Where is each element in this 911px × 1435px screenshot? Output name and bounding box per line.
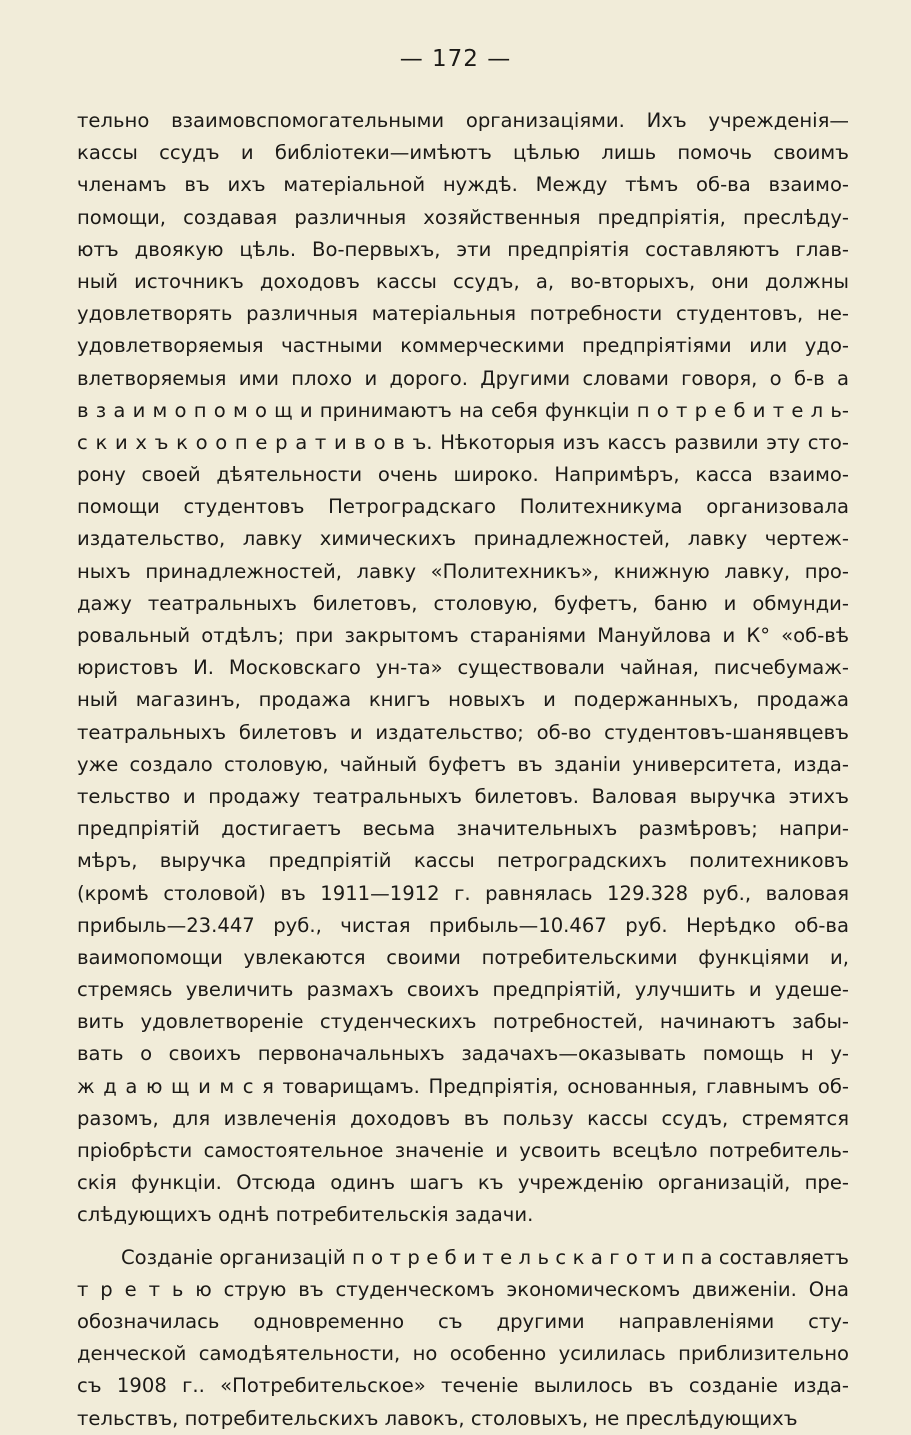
text-line: кассы ссудъ и библіотеки—имѣютъ цѣлью лишь помочь своимъ [77,141,849,165]
text-line: удовлетворять различныя матеріальныя потребности студентовъ, не- [77,302,849,326]
text-line: ютъ двоякую цѣль. Во-первыхъ, эти предпріятія составляютъ глав- [77,237,849,261]
text-line: в з а и м о п о м о щ и принимаютъ на себя функціи п о т р е б и т е л ь- [77,398,849,422]
text-line: съ 1908 г.. «Потребительское» теченіе вылилось въ созданіе изда- [77,1374,849,1398]
text-line: тельствъ, потребительскихъ лавокъ, столовыхъ, не преслѣдующихъ [77,1406,798,1430]
text-line: рону своей дѣятельности очень широко. Напримѣръ, касса взаимо- [77,463,849,487]
text-line: ный источникъ доходовъ кассы ссудъ, а, во-вторыхъ, они должны [77,269,849,293]
text-line: разомъ, для извлеченія доходовъ въ пользу кассы ссудъ, стремятся [77,1106,849,1130]
paragraph-2 [77,1242,849,1435]
text-line: тельно взаимовспомогательными организаціями. Ихъ учрежденія— [77,109,849,132]
text-line: дажу театральныхъ билетовъ, столовую, буфетъ, баню и обмунди- [77,591,849,615]
text-line: членамъ въ ихъ матеріальной нуждѣ. Между тѣмъ об-ва взаимо- [77,173,849,197]
text-line: удовлетворяемыя частными коммерческими предпріятіями или удо- [77,334,849,358]
text-line: юристовъ И. Московскаго ун-та» существовали чайная, писчебумаж- [77,656,849,680]
text-line: стремясь увеличить размахъ своихъ предпріятій, улучшить и удеше- [77,978,849,1002]
text-line: ваимопомощи увлекаются своими потребительскими функціями и, [77,945,849,969]
page-number: — 172 — [399,46,512,72]
text-line: тельство и продажу театральныхъ билетовъ. Валовая выручка этихъ [77,784,849,808]
text-line: с к и х ъ к о о п е р а т и в о в ъ. Нѣкоторыя изъ кассъ развили эту сто- [77,430,849,454]
text-line: вить удовлетвореніе студенческихъ потребностей, начинаютъ забы- [77,1010,849,1034]
text-line: мѣръ, выручка предпріятій кассы петроградскихъ политехниковъ [77,849,849,873]
text-line: т р е т ь ю струю въ студенческомъ экономическомъ движеніи. Она [77,1277,849,1301]
text-line: обозначилась одновременно съ другими направленіями сту- [77,1309,849,1333]
text-line: слѣдующихъ однѣ потребительскія задачи. [77,1203,534,1227]
text-line: прибыль—23.447 руб., чистая прибыль—10.467 руб. Нерѣдко об-ва [77,913,849,937]
text-line: ж д а ю щ и м с я товарищамъ. Предпріятія, основанныя, главнымъ об- [77,1074,849,1098]
paragraph-1 [77,105,849,1232]
text-line: скія функціи. Отсюда одинъ шагъ къ учрежденію организацій, пре- [77,1171,849,1195]
text-line: помощи, создавая различныя хозяйственныя предпріятія, преслѣду- [77,205,849,229]
text-line: Созданіе организацій п о т р е б и т е л ь с к а г о т и п а составляетъ [121,1245,849,1269]
text-line: уже создало столовую, чайный буфетъ въ зданіи университета, изда- [77,752,849,776]
text-line: ный магазинъ, продажа книгъ новыхъ и подержанныхъ, продажа [77,688,849,712]
text-line: театральныхъ билетовъ и издательство; об-во студентовъ-шанявцевъ [77,720,849,744]
text-line: предпріятій достигаетъ весьма значительныхъ размѣровъ; напри- [77,817,849,841]
text-line: вать о своихъ первоначальныхъ задачахъ—оказывать помощь н у- [77,1042,849,1066]
text-line: (кромѣ столовой) въ 1911—1912 г. равнялась 129.328 руб., валовая [77,881,849,905]
text-line: издательство, лавку химическихъ принадлежностей, лавку чертеж- [77,527,849,551]
text-line: пріобрѣсти самостоятельное значеніе и усвоить всецѣло потребитель- [77,1139,849,1162]
body-text [77,105,849,1435]
text-line: ныхъ принадлежностей, лавку «Политехникъ», книжную лавку, про- [77,559,849,583]
text-line: влетворяемыя ими плохо и дорого. Другими словами говоря, о б-в а [77,366,849,390]
text-line: помощи студентовъ Петроградскаго Политехникума организовала [77,495,849,519]
text-line: денческой самодѣятельности, но особенно усилилась приблизительно [77,1342,849,1366]
text-line: ровальный отдѣлъ; при закрытомъ стараніями Мануйлова и К° «об-вѣ [77,624,849,647]
